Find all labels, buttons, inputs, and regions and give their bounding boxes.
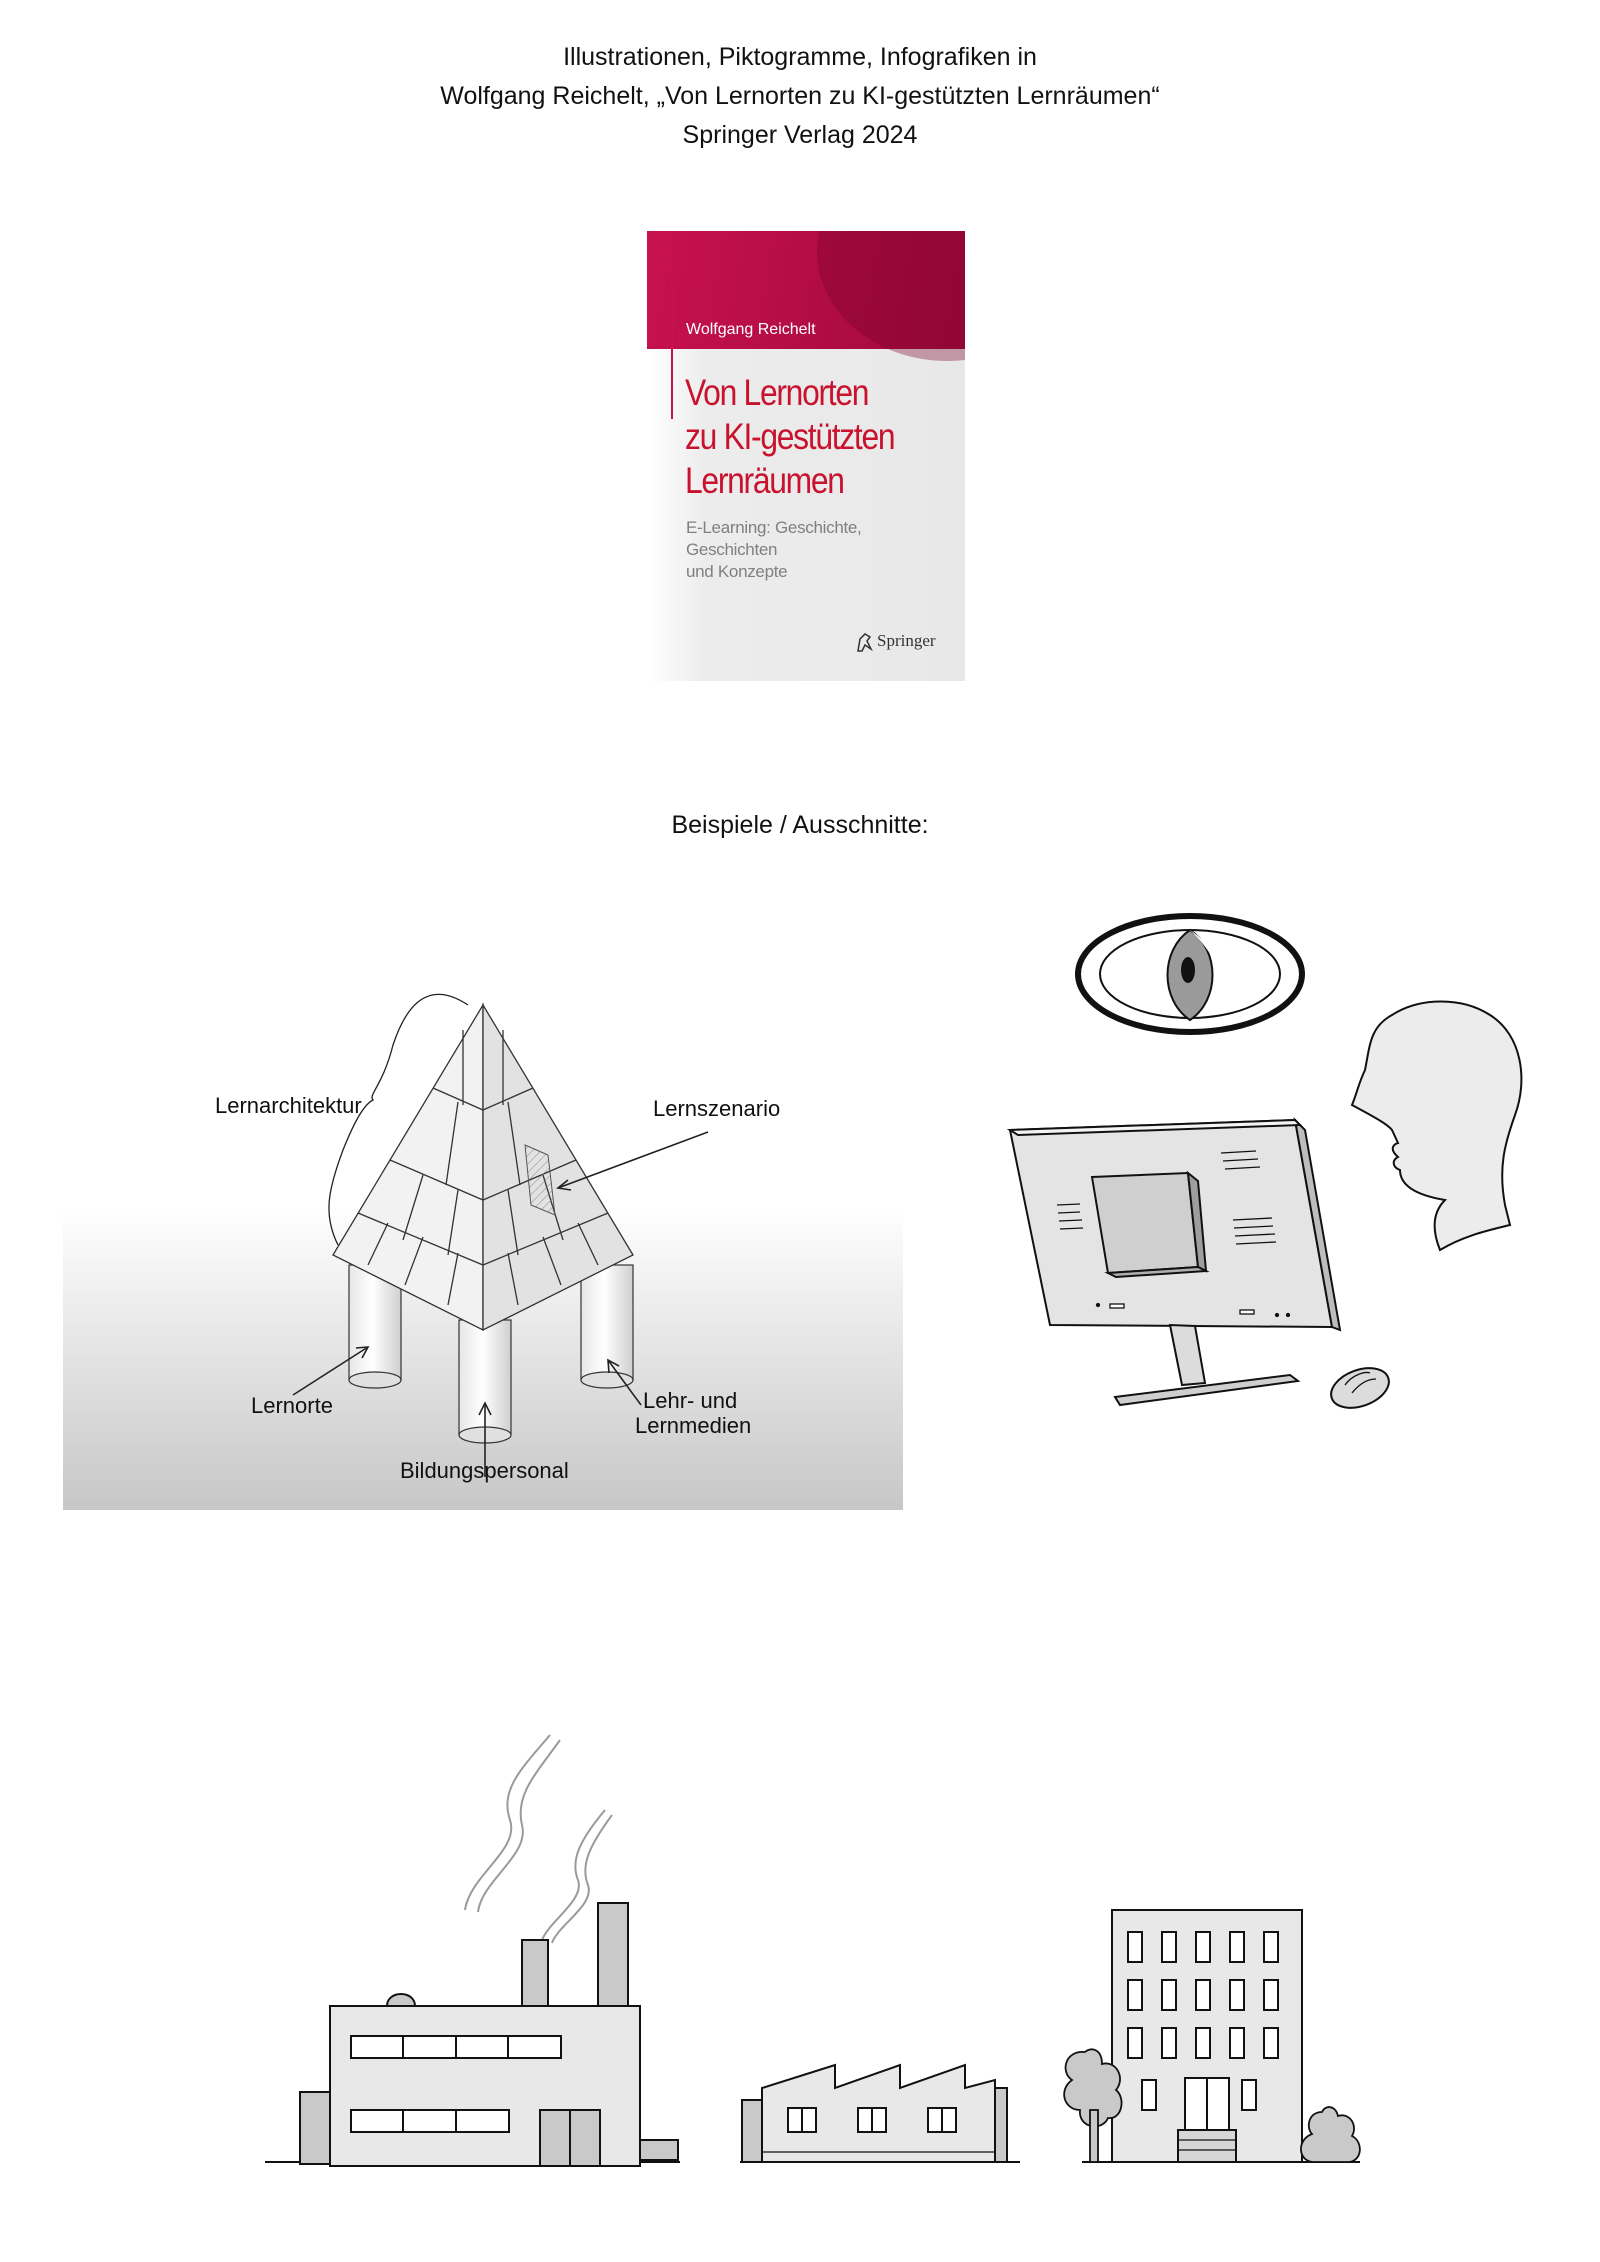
header-line-3: Springer Verlag 2024 xyxy=(682,121,918,149)
label-bildungspersonal: Bildungspersonal xyxy=(400,1458,569,1483)
cover-title-line-2: zu KI-gestützten xyxy=(685,416,895,457)
label-lernorte: Lernorte xyxy=(251,1393,333,1418)
label-lernarchitektur: Lernarchitektur xyxy=(215,1093,362,1118)
label-lehrmedien-1: Lehr- und xyxy=(643,1388,738,1413)
cover-title xyxy=(685,371,917,503)
cover-rule xyxy=(671,231,673,419)
cover-author: Wolfgang Reichelt xyxy=(686,321,816,338)
computer-mouse-icon xyxy=(1326,1361,1395,1415)
computer-user-illustration xyxy=(1000,905,1540,1425)
section-title: Beispiele / Ausschnitte: xyxy=(671,811,929,839)
head-silhouette xyxy=(1352,1002,1521,1251)
bush-right-icon xyxy=(1301,2107,1360,2162)
cover-subtitle xyxy=(686,517,956,583)
smoke-lines xyxy=(465,1735,612,1943)
header-line-2: Wolfgang Reichelt, „Von Lernorten zu KI-gestützten Lernräumen“ xyxy=(440,82,1160,110)
cover-subtitle-line-2: und Konzepte xyxy=(686,562,788,581)
factory-large xyxy=(300,1903,678,2166)
document-header xyxy=(0,38,1600,155)
cover-title-line-3: Lernräumen xyxy=(685,460,844,501)
factory-sawtooth xyxy=(742,2065,1007,2162)
label-lehrmedien-2: Lernmedien xyxy=(635,1413,752,1438)
pillar-right xyxy=(581,1265,633,1388)
header-line-1: Illustrationen, Piktogramme, Infografiken in xyxy=(563,43,1037,71)
buildings-illustration xyxy=(260,1700,1380,2190)
book-cover xyxy=(647,231,965,681)
springer-horse-icon xyxy=(855,631,875,655)
label-lernszenario: Lernszenario xyxy=(653,1096,781,1121)
pyramid-infographic xyxy=(63,975,903,1510)
eye-icon xyxy=(1078,916,1302,1032)
cover-subtitle-line-1: E-Learning: Geschichte, Geschichten xyxy=(686,518,862,559)
cover-publisher: Springer xyxy=(877,631,936,650)
office-building xyxy=(1112,1910,1302,2162)
computer-monitor xyxy=(1010,1120,1340,1405)
cover-title-line-1: Von Lernorten xyxy=(685,372,869,413)
